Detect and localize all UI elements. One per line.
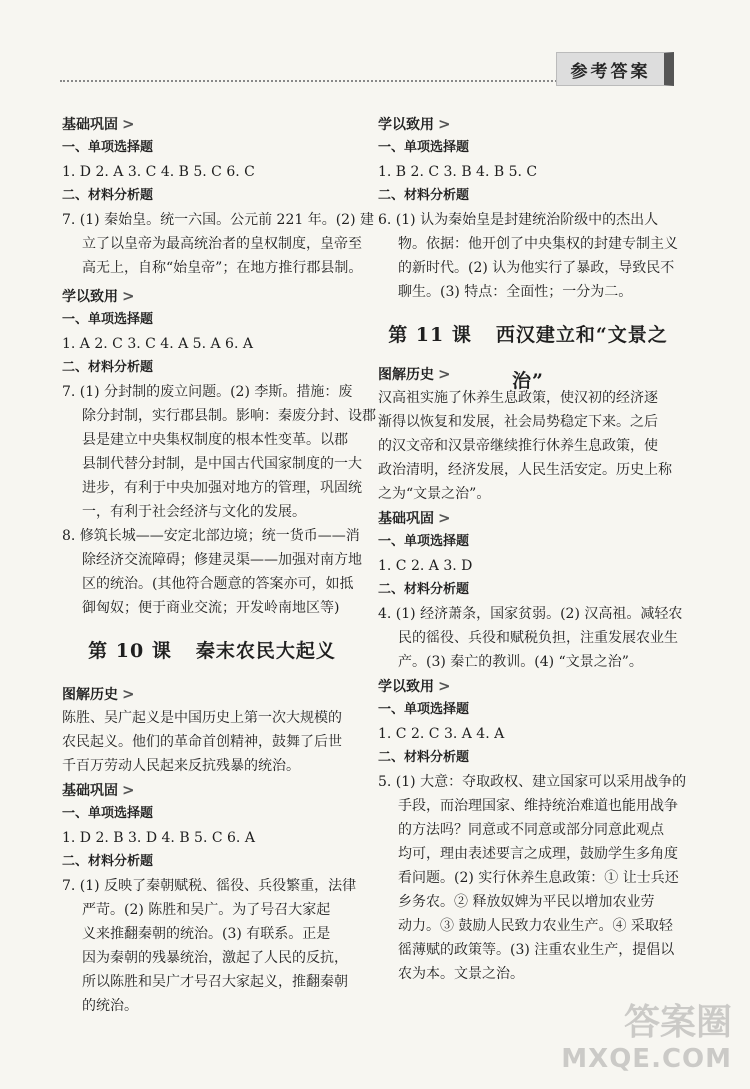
answer-text-line: 除分封制，实行郡县制。影响：秦废分封、设郡 bbox=[82, 408, 376, 424]
section-tag-label: 基础巩固 bbox=[378, 511, 434, 527]
watermark-line1: 答案圈 bbox=[623, 1002, 732, 1043]
question-type: 一、单项选择题 bbox=[62, 806, 154, 821]
section-tag bbox=[378, 674, 678, 698]
answer-text-line: 产。(3) 秦亡的教训。(4) “文景之治”。 bbox=[398, 654, 643, 670]
question-type: 二、材料分析题 bbox=[378, 750, 470, 765]
answer-text-line: 进步，有利于中央加强对地方的管理，巩固统 bbox=[82, 480, 362, 496]
right-column bbox=[378, 112, 687, 986]
section-tag bbox=[378, 112, 678, 136]
answer-line: 1. D 2. B 3. D 4. B 5. C 6. A bbox=[62, 830, 255, 846]
question-type: 二、材料分析题 bbox=[378, 582, 470, 597]
question-type: 一、单项选择题 bbox=[62, 140, 154, 155]
answer-text-line: 均可，理由表述要言之成理，鼓励学生多角度 bbox=[398, 846, 678, 862]
answer-text-line: 聊生。(3) 特点：全面性；一分为二。 bbox=[398, 284, 633, 300]
question-type: 一、单项选择题 bbox=[378, 140, 470, 155]
answer-text-line: 的新时代。(2) 认为他实行了暴政，导致民不 bbox=[398, 260, 675, 276]
answer-text-line: 立了以皇帝为最高统治者的皇权制度，皇帝至 bbox=[82, 236, 362, 252]
answer-text-line: 看问题。(2) 实行休养生息政策：① 让士兵还 bbox=[398, 870, 679, 886]
answer-text-line: 因为秦朝的残暴统治，激起了人民的反抗， bbox=[82, 950, 348, 966]
lesson-heading bbox=[62, 628, 362, 674]
answer-text-line: 的统治。 bbox=[82, 998, 138, 1014]
chevron-right-icon: > bbox=[122, 115, 135, 133]
answer-text-line: 区的统治。(其他符合题意的答案亦可，如抵 bbox=[82, 576, 354, 592]
question-type: 二、材料分析题 bbox=[378, 188, 470, 203]
section-tag-label: 图解历史 bbox=[62, 687, 118, 703]
chevron-right-icon: > bbox=[122, 685, 135, 703]
text-line: 之为“文景之治”。 bbox=[378, 486, 491, 502]
answer-text-line: 农为本。文景之治。 bbox=[398, 966, 524, 982]
answer-text-line: 御匈奴；便于商业交流；开发岭南地区等) bbox=[82, 600, 340, 616]
answer-line: 1. B 2. C 3. B 4. B 5. C bbox=[378, 164, 538, 180]
section-tag bbox=[62, 112, 362, 136]
lesson-number: 第 10 课 bbox=[88, 640, 172, 662]
text-line: 政治清明，经济发展，人民生活安定。历史上称 bbox=[378, 462, 672, 478]
answer-text-line: 7. (1) 反映了秦朝赋税、徭役、兵役繁重，法律 bbox=[62, 878, 357, 894]
question-type: 一、单项选择题 bbox=[378, 534, 470, 549]
lesson-title: 秦末农民大起义 bbox=[195, 640, 336, 662]
answer-text-line: 物。依据：他开创了中央集权的封建专制主义 bbox=[398, 236, 678, 252]
answer-text-line: 8. 修筑长城——安定北部边境；统一货币——消 bbox=[62, 528, 360, 544]
chevron-right-icon: > bbox=[438, 509, 451, 527]
text-line: 汉高祖实施了休养生息政策，使汉初的经济逐 bbox=[378, 390, 658, 406]
answer-text-line: 动力。③ 鼓励人民致力农业生产。④ 采取轻 bbox=[398, 918, 673, 934]
answer-text-line: 除经济交流障碍；修建灵渠——加强对南方地 bbox=[82, 552, 362, 568]
question-type: 一、单项选择题 bbox=[378, 702, 470, 717]
answer-text-line: 严苛。(2) 陈胜和吴广。为了号召大家起 bbox=[82, 902, 331, 918]
question-type: 二、材料分析题 bbox=[62, 854, 154, 869]
section-tag-label: 基础巩固 bbox=[62, 117, 118, 133]
watermark-line2: MXQE.COM bbox=[561, 1044, 732, 1074]
answer-text-line: 县是建立中央集权制度的根本性变革。以郡 bbox=[82, 432, 348, 448]
chevron-right-icon: > bbox=[122, 781, 135, 799]
chevron-right-icon: > bbox=[438, 365, 451, 383]
answer-text-line: 高无上，自称“始皇帝”；在地方推行郡县制。 bbox=[82, 260, 363, 276]
answer-text-line: 5. (1) 大意：夺取政权、建立国家可以采用战争的 bbox=[378, 774, 687, 790]
answer-text-line: 民的徭役、兵役和赋税负担，注重发展农业生 bbox=[398, 630, 678, 646]
answer-line: 1. A 2. C 3. C 4. A 5. A 6. A bbox=[62, 336, 253, 352]
header-label: 参考答案 bbox=[570, 61, 651, 82]
answer-text-line: 县制代替分封制，是中国古代国家制度的一大 bbox=[82, 456, 362, 472]
answer-line: 1. D 2. A 3. C 4. B 5. C 6. C bbox=[62, 164, 255, 180]
text-line: 千百万劳动人民起来反抗残暴的统治。 bbox=[62, 758, 300, 774]
question-type: 一、单项选择题 bbox=[62, 312, 154, 327]
chevron-right-icon: > bbox=[438, 115, 451, 133]
text-line: 陈胜、吴广起义是中国历史上第一次大规模的 bbox=[62, 710, 342, 726]
watermark bbox=[561, 1002, 732, 1077]
answer-line: 1. C 2. A 3. D bbox=[378, 558, 473, 574]
section-tag-label: 学以致用 bbox=[62, 289, 118, 305]
answer-text-line: 7. (1) 分封制的废立问题。(2) 李斯。措施：废 bbox=[62, 384, 353, 400]
answer-text-line: 7. (1) 秦始皇。统一六国。公元前 221 年。(2) 建 bbox=[62, 212, 374, 228]
section-tag-label: 图解历史 bbox=[378, 367, 434, 383]
section-tag bbox=[62, 778, 362, 802]
answer-text-line: 乡务农。② 释放奴婢为平民以增加农业劳 bbox=[398, 894, 655, 910]
answer-text-line: 义来推翻秦朝的统治。(3) 有联系。正是 bbox=[82, 926, 331, 942]
header-rule bbox=[60, 80, 560, 82]
answer-text-line: 徭薄赋的政策等。(3) 注重农业生产，提倡以 bbox=[398, 942, 675, 958]
answer-text-line: 的方法吗？同意或不同意或部分同意此观点 bbox=[398, 822, 664, 838]
chevron-right-icon: > bbox=[438, 677, 451, 695]
question-type: 二、材料分析题 bbox=[62, 360, 154, 375]
section-tag-label: 学以致用 bbox=[378, 117, 434, 133]
answer-text-line: 4. (1) 经济萧条，国家贫弱。(2) 汉高祖。减轻农 bbox=[378, 606, 683, 622]
answer-text-line: 6. (1) 认为秦始皇是封建统治阶级中的杰出人 bbox=[378, 212, 659, 228]
answer-line: 1. C 2. C 3. A 4. A bbox=[378, 726, 505, 742]
text-line: 农民起义。他们的革命首创精神，鼓舞了后世 bbox=[62, 734, 342, 750]
question-type: 二、材料分析题 bbox=[62, 188, 154, 203]
lesson-number: 第 11 课 bbox=[388, 324, 472, 346]
answer-text-line: 所以陈胜和吴广才号召大家起义，推翻秦朝 bbox=[82, 974, 348, 990]
answer-text-line: 手段，而治理国家、维持统治难道也能用战争 bbox=[398, 798, 678, 814]
section-tag-label: 基础巩固 bbox=[62, 783, 118, 799]
chevron-right-icon: > bbox=[122, 287, 135, 305]
page-header-tab bbox=[556, 52, 674, 86]
answer-text-line: 一，有利于社会经济与文化的发展。 bbox=[82, 504, 306, 520]
text-line: 渐得以恢复和发展，社会局势稳定下来。之后 bbox=[378, 414, 658, 430]
left-column bbox=[62, 112, 376, 1018]
section-tag bbox=[62, 682, 362, 706]
text-line: 的汉文帝和汉景帝继续推行休养生息政策，使 bbox=[378, 438, 658, 454]
lesson-title: 西汉建立和“文景之治” bbox=[495, 324, 668, 392]
section-tag bbox=[62, 284, 362, 308]
section-tag bbox=[378, 506, 678, 530]
section-tag-label: 学以致用 bbox=[378, 679, 434, 695]
